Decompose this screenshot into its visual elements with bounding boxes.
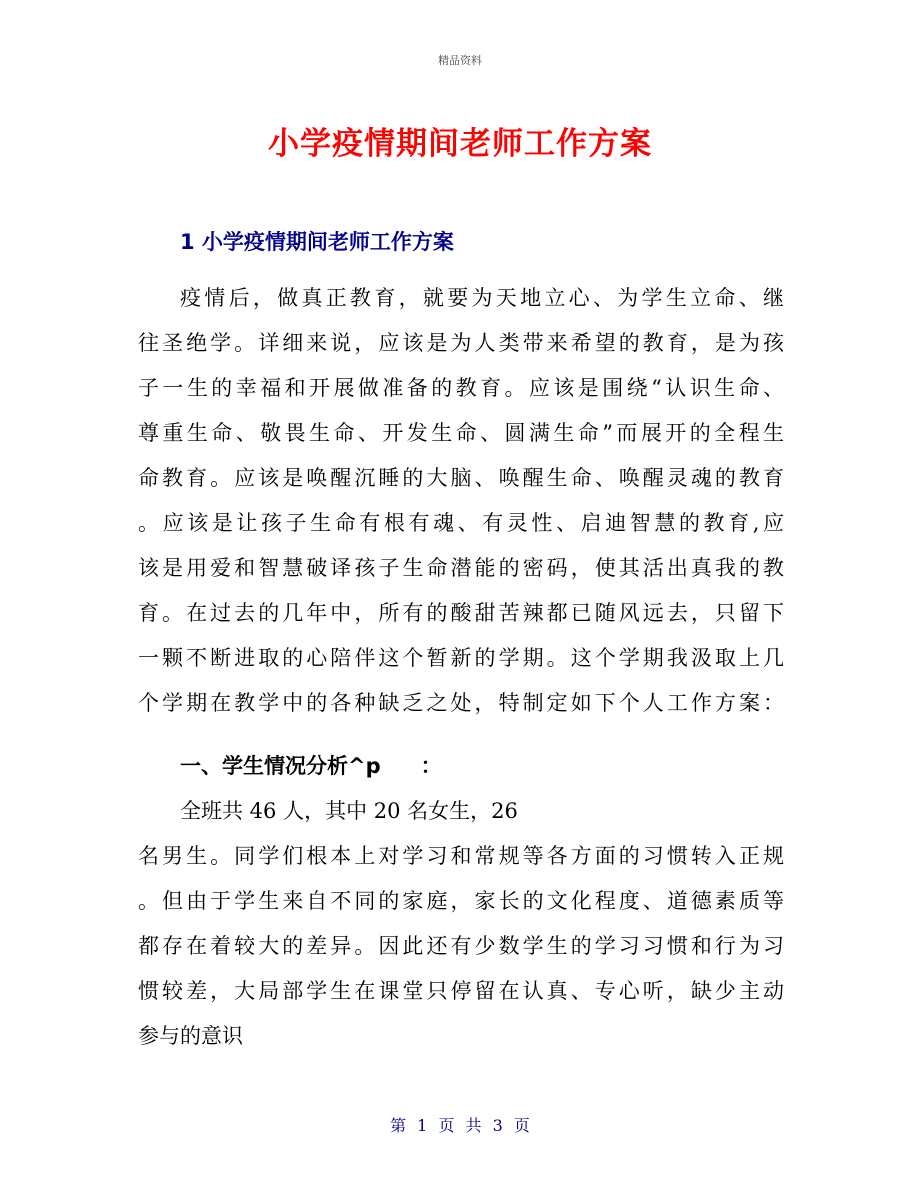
paragraph-line: 。但由于学生来自不同的家庭，家长的文化程度、道德素质等 xyxy=(138,889,784,913)
paragraph-line: 名男生。同学们根本上对学习和常规等各方面的习惯转入正规 xyxy=(138,844,784,868)
paragraph-line: 命教育。应该是唤醒沉睡的大脑、唤醒生命、唤醒灵魂的教育 xyxy=(138,466,784,490)
section-heading-colon: ： xyxy=(420,754,442,778)
page-number: 第 1 页 共 3 页 xyxy=(390,1116,530,1135)
paragraph-line: 往圣绝学。详细来说，应该是为人类带来希望的教育，是为孩 xyxy=(138,331,784,355)
paragraph-line: 疫情后，做真正教育，就要为天地立心、为学生立命、继 xyxy=(180,286,784,310)
paragraph-line: 全班共 46 人，其中 20 名女生，26 xyxy=(180,799,518,823)
paragraph-line: 尊重生命、敬畏生命、开发生命、圆满生命”而展开的全程生 xyxy=(138,421,784,445)
paragraph-line: 个学期在教学中的各种缺乏之处，特制定如下个人工作方案： xyxy=(138,691,784,715)
paragraph-line: 都存在着较大的差异。因此还有少数学生的学习习惯和行为习 xyxy=(138,934,784,958)
paragraph-line: 惯较差，大局部学生在课堂只停留在认真、专心听，缺少主动 xyxy=(138,979,784,1003)
section-heading xyxy=(180,746,442,786)
paragraph-line: 子一生的幸福和开展做准备的教育。应该是围绕“认识生命、 xyxy=(138,376,784,400)
paragraph-line: 育。在过去的几年中，所有的酸甜苦辣都已随风远去，只留下 xyxy=(138,601,784,625)
header-note: 精品资料 xyxy=(438,54,482,67)
paragraph-line: 。应该是让孩子生命有根有魂、有灵性、启迪智慧的教育,应 xyxy=(138,511,784,535)
paragraph-line: 一颗不断进取的心陪伴这个暂新的学期。这个学期我汲取上几 xyxy=(138,646,784,670)
paragraph-line: 该是用爱和智慧破译孩子生命潜能的密码，使其活出真我的教 xyxy=(138,556,784,580)
paragraph-line: 参与的意识 xyxy=(138,1024,243,1048)
section-heading-text: 一、学生情况分析^p xyxy=(180,754,381,778)
document-title: 小学疫情期间老师工作方案 xyxy=(268,126,652,162)
section-subtitle: 1 小学疫情期间老师工作方案 xyxy=(180,230,454,254)
